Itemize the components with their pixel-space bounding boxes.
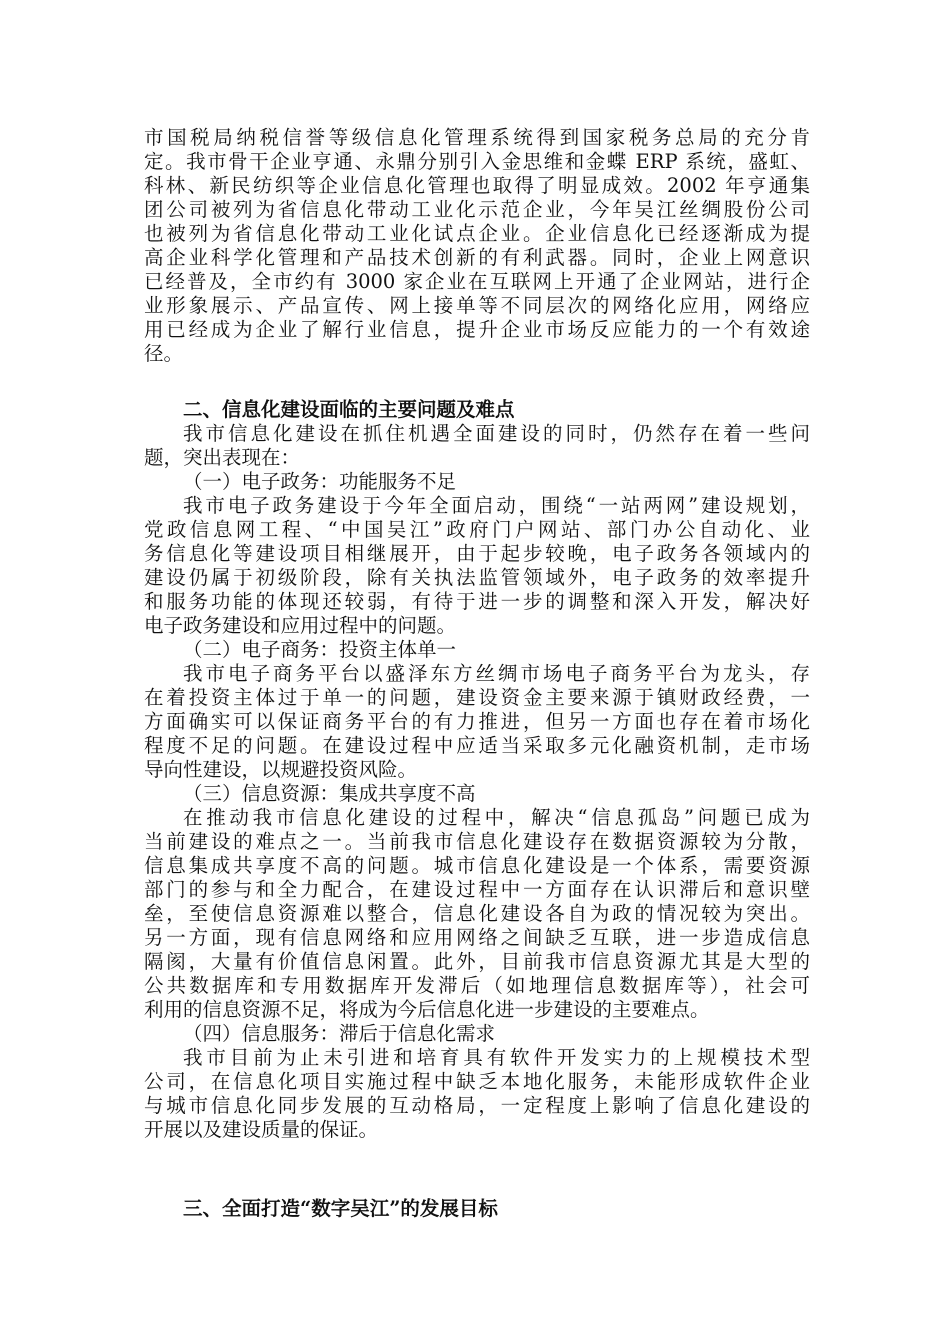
paragraph-line: 科林、新民纺织等企业信息化管理也取得了明显成效。2002 年亨通集 [144,174,810,197]
paragraph-line: 已经普及，全市约有 3000 家企业在互联网上开通了企业网站，进行企 [144,270,810,293]
paragraph-line: 也被列为省信息化带动工业化试点企业。企业信息化已经逐渐成为提 [144,222,810,245]
section-heading: 二、信息化建设面临的主要问题及难点 [183,398,515,421]
paragraph-line: 信息集成共享度不高的问题。城市信息化建设是一个体系，需要资源 [144,854,810,877]
paragraph-line: 团公司被列为省信息化带动工业化示范企业，今年吴江丝绸股份公司 [144,198,810,221]
paragraph-line: 程度不足的问题。在建设过程中应适当采取多元化融资机制，走市场 [144,734,810,757]
subsection-heading: （四）信息服务：滞后于信息化需求 [183,1022,496,1045]
paragraph-line: 业形象展示、产品宣传、网上接单等不同层次的网络化应用，网络应 [144,294,810,317]
paragraph-line: 径。 [144,342,184,365]
paragraph-line: 垒，至使信息资源难以整合，信息化建设各自为政的情况较为突出。 [144,902,810,925]
paragraph-line: 在推动我市信息化建设的过程中，解决“信息孤岛”问题已成为 [183,806,810,829]
paragraph-line: 开展以及建设质量的保证。 [144,1118,379,1141]
paragraph-line: 党政信息网工程、“中国吴江”政府门户网站、部门办公自动化、业 [144,518,810,541]
paragraph-line: 当前建设的难点之一。当前我市信息化建设存在数据资源较为分散， [144,830,810,853]
paragraph-line: 我市目前为止未引进和培育具有软件开发实力的上规模技术型 [183,1046,810,1069]
paragraph-line: 隔阂，大量有价值信息闲置。此外，目前我市信息资源尤其是大型的 [144,950,810,973]
subsection-heading: （二）电子商务：投资主体单一 [183,638,457,661]
subsection-heading: （一）电子政务：功能服务不足 [183,470,457,493]
paragraph-line: 我市电子政务建设于今年全面启动，围绕“一站两网”建设规划， [183,494,810,517]
paragraph-line: 用已经成为企业了解行业信息，提升企业市场反应能力的一个有效途 [144,318,810,341]
paragraph-line: 建设仍属于初级阶段，除有关执法监管领域外，电子政务的效率提升 [144,566,810,589]
paragraph-line: 定。我市骨干企业亨通、永鼎分别引入金思维和金蝶 ERP 系统，盛虹、 [144,150,810,173]
paragraph-line: 务信息化等建设项目相继展开，由于起步较晚，电子政务各领域内的 [144,542,810,565]
paragraph-line: 在着投资主体过于单一的问题，建设资金主要来源于镇财政经费，一 [144,686,810,709]
paragraph-line: 题，突出表现在： [144,446,301,469]
paragraph-line: 利用的信息资源不足，将成为今后信息化进一步建设的主要难点。 [144,998,710,1021]
paragraph-line: 公共数据库和专用数据库开发滞后（如地理信息数据库等），社会可 [144,974,810,997]
subsection-heading: （三）信息资源：集成共享度不高 [183,782,476,805]
paragraph-line: 另一方面，现有信息网络和应用网络之间缺乏互联，进一步造成信息 [144,926,810,949]
section-heading: 三、全面打造“数字吴江”的发展目标 [183,1197,498,1220]
paragraph-line: 我市信息化建设在抓住机遇全面建设的同时，仍然存在着一些问 [183,422,810,445]
paragraph-line: 市国税局纳税信誉等级信息化管理系统得到国家税务总局的充分肯 [144,126,810,149]
paragraph-line: 高企业科学化管理和产品技术创新的有利武器。同时，企业上网意识 [144,246,810,269]
paragraph-line: 和服务功能的体现还较弱，有待于进一步的调整和深入开发，解决好 [144,590,810,613]
paragraph-line: 部门的参与和全力配合，在建设过程中一方面存在认识滞后和意识壁 [144,878,810,901]
paragraph-line: 电子政务建设和应用过程中的问题。 [144,614,457,637]
paragraph-line: 方面确实可以保证商务平台的有力推进，但另一方面也存在着市场化 [144,710,810,733]
paragraph-line: 导向性建设，以规避投资风险。 [144,758,418,781]
paragraph-line: 与城市信息化同步发展的互动格局，一定程度上影响了信息化建设的 [144,1094,810,1117]
paragraph-line: 我市电子商务平台以盛泽东方丝绸市场电子商务平台为龙头，存 [183,662,810,685]
paragraph-line: 公司，在信息化项目实施过程中缺乏本地化服务，未能形成软件企业 [144,1070,810,1093]
